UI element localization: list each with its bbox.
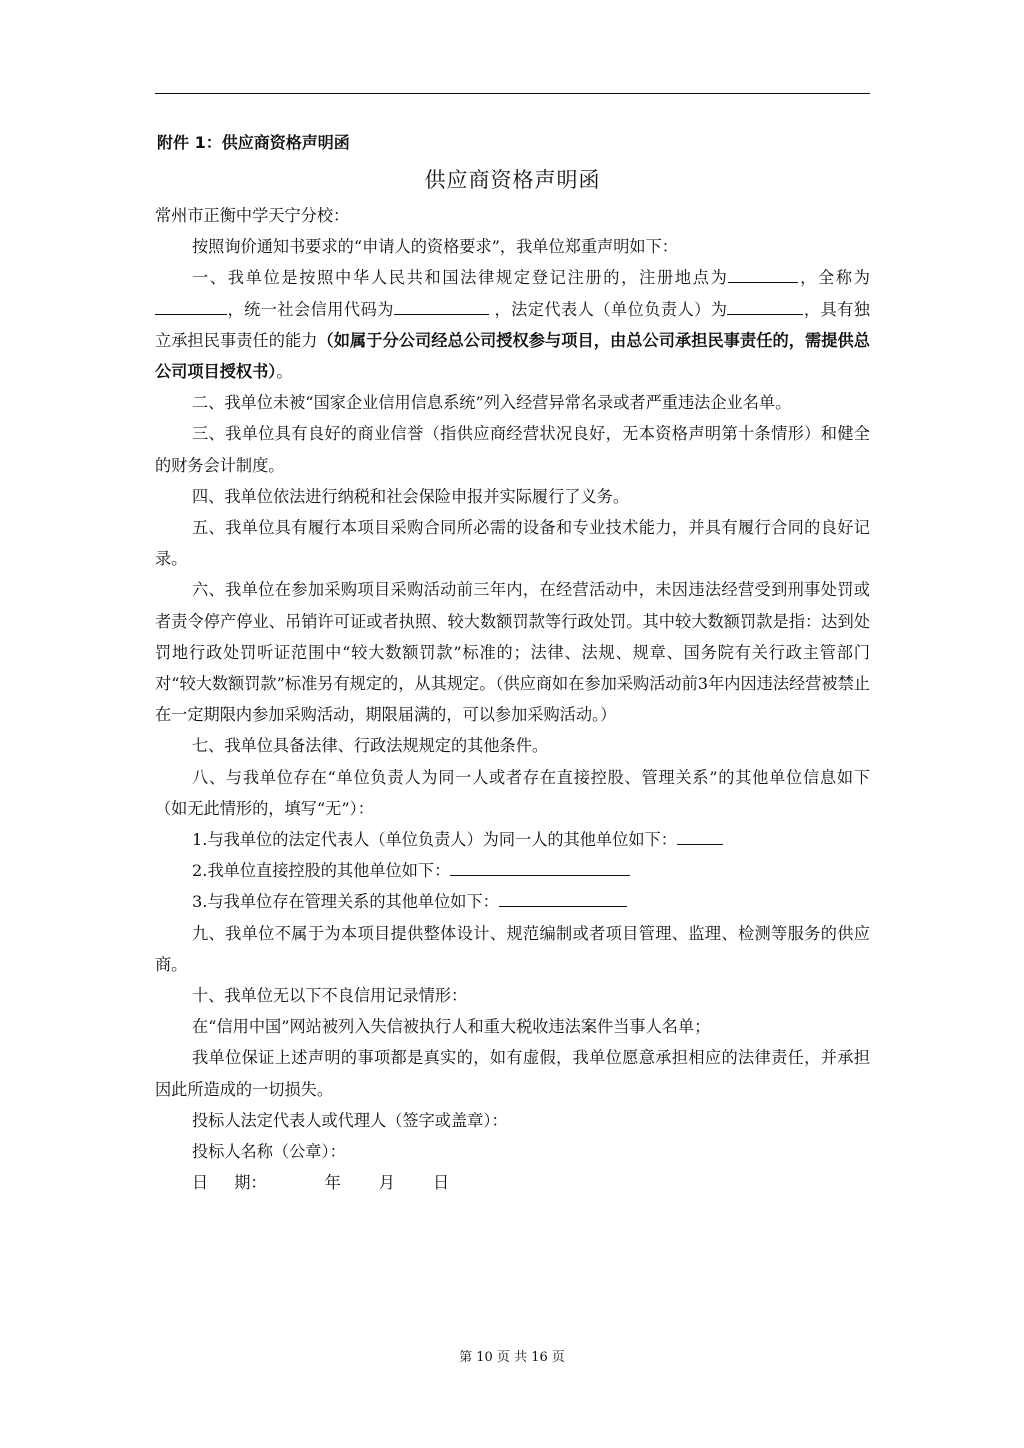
item-8-1	[155, 824, 870, 855]
item-9: 九、我单位不属于为本项目提供整体设计、规范编制或者项目管理、监理、检测等服务的供应商。	[155, 923, 870, 974]
controlled-units-blank	[450, 859, 630, 876]
credit-code-blank	[394, 298, 489, 315]
date-label-qi: 期：	[234, 1173, 267, 1193]
item-1-part-e: ，具有独立承担民事责任的能力	[155, 299, 870, 350]
item-8-1-text: 1.与我单位的法定代表人（单位负责人）为同一人的其他单位如下：	[192, 830, 677, 850]
addressee: 常州市正衡中学天宁分校：	[155, 206, 350, 225]
signature-date	[155, 1167, 870, 1198]
item-10: 十、我单位无以下不良信用记录情形：	[192, 986, 468, 1006]
document-title: 供应商资格声明函	[424, 168, 601, 192]
item-2: 二、我单位未被“国家企业信用信息系统”列入经营异常名录或者严重违法企业名单。	[192, 393, 792, 413]
item-8-3	[155, 886, 870, 917]
item-1-part-b: ，全称为	[798, 268, 870, 288]
branch-authorization-note: （如属于分公司经总公司授权参与项目，由总公司承担民事责任的，需提供总公司项目授权书）	[155, 330, 870, 382]
item-8: 八、与我单位存在“单位负责人为同一人或者存在直接控股、管理关系”的其他单位信息如下（如无此情形的，填写“无”）：	[155, 767, 870, 818]
item-7: 七、我单位具备法律、行政法规规定的其他条件。	[192, 736, 549, 756]
management-relation-blank	[499, 890, 627, 907]
item-4: 四、我单位依法进行纳税和社会保险申报并实际履行了义务。	[192, 486, 630, 506]
item-1-part-a: 一、我单位是按照中华人民共和国法律规定登记注册的，注册地点为	[192, 268, 729, 288]
date-day: 日	[432, 1173, 450, 1193]
full-name-blank	[155, 298, 227, 315]
legal-representative-blank	[727, 298, 803, 315]
same-representative-blank	[677, 828, 723, 845]
item-3: 三、我单位具有良好的商业信誉（指供应商经营状况良好，无本资格声明第十条情形）和健全的财务会计制度。	[155, 424, 870, 475]
guarantee-paragraph: 我单位保证上述声明的事项都是真实的，如有虚假，我单位愿意承担相应的法律责任，并承担因此所造成的一切损失。	[155, 1048, 870, 1099]
date-month: 月	[378, 1173, 395, 1193]
item-1-part-d: ，法定代表人（单位负责人）为	[488, 299, 728, 319]
item-6: 六、我单位在参加采购项目采购活动前三年内，在经营活动中，未因违法经营受到刑事处罚或者责令停产停业、吊销许可证或者执照、较大数额罚款等行政处罚。其中较大数额罚款是指：达到处罚地行政处罚听证范围中“较大数额罚款”标准的；法律、法规、规章、国务院有关行政主管部门对“较大数额罚款”标准另有规定的，从其规定。（供应商如在参加采购活动前3年内因违法经营被禁止在一定期限内参加采购活动，期限届满的，可以参加采购活动。）	[155, 580, 870, 725]
registration-place-blank	[728, 266, 798, 283]
item-8-3-text: 3.与我单位存在管理关系的其他单位如下：	[192, 892, 499, 912]
intro-paragraph: 按照询价通知书要求的“申请人的资格要求”，我单位郑重声明如下：	[192, 237, 678, 257]
date-label-ri: 日	[192, 1173, 209, 1193]
item-1-part-c: ，统一社会信用代码为	[227, 299, 394, 319]
item-8-2-text: 2.我单位直接控股的其他单位如下：	[192, 861, 451, 881]
item-10-detail: 在“信用中国”网站被列入失信被执行人和重大税收违法案件当事人名单；	[192, 1017, 711, 1037]
header-rule	[155, 93, 870, 94]
item-1-end: 。	[276, 362, 293, 382]
item-8-2	[155, 855, 870, 886]
document-body	[155, 200, 870, 1199]
page-footer: 第 10 页 共 16 页	[459, 1350, 565, 1365]
item-1	[155, 262, 870, 387]
signature-bidder-name: 投标人名称（公章）：	[192, 1142, 346, 1162]
item-5: 五、我单位具有履行本项目采购合同所必需的设备和专业技术能力，并具有履行合同的良好记录。	[155, 518, 870, 569]
date-year: 年	[324, 1173, 341, 1193]
signature-representative: 投标人法定代表人或代理人（签字或盖章）：	[192, 1110, 508, 1130]
attachment-label: 附件 1：供应商资格声明函	[157, 133, 350, 152]
